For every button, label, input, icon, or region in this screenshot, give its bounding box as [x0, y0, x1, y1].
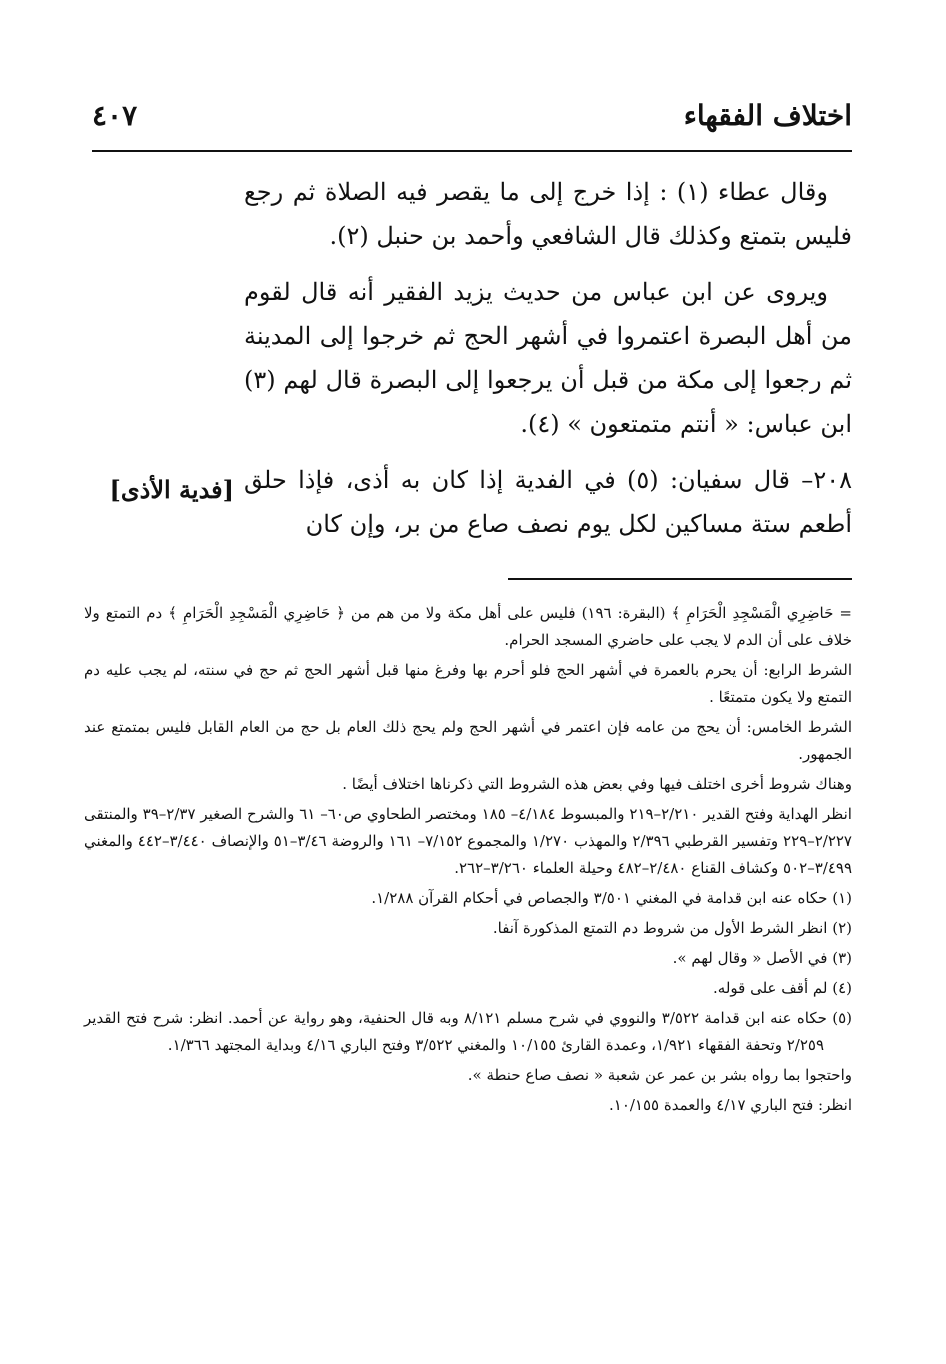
header-rule — [92, 150, 852, 152]
main-text — [244, 170, 852, 558]
running-title: اختلاف الفقهاء — [683, 99, 852, 132]
page-number: ٤٠٧ — [92, 99, 138, 132]
paragraph-ata: وقال عطاء (١) : إذا خرج إلى ما يقصر فيه الصلاة ثم رجع فليس بتمتع وكذلك قال الشافعي وأحمد بن حنبل (٢). — [244, 178, 852, 250]
paragraph-ibn-abbas: ويروى عن ابن عباس من حديث يزيد الفقير أنه قال لقوم من أهل البصرة اعتمروا في أشهر الحج ثم خرجوا إلى المدينة ثم رجعوا إلى مكة من قبل أن يرجعوا إلى البصرة قال لهم (٣) ابن عباس: « أنتم متمتعون » (٤). — [244, 278, 852, 438]
footnote-2: (٢) انظر الشرط الأول من شروط دم التمتع المذكورة آنفا. — [492, 919, 852, 937]
footnote-4: (٤) لم أقف على قوله. — [713, 979, 852, 997]
footnote-separator — [508, 578, 852, 580]
footnote-5-addendum: انظر: فتح الباري ٤/١٧ والعمدة ١٠/١٥٥. — [608, 1096, 852, 1114]
footnotes — [84, 600, 852, 1122]
footnote-3: (٣) في الأصل « وقال لهم ». — [672, 949, 852, 967]
footnote-continuation: الشرط الخامس: أن يحج من عامه فإن اعتمر في أشهر الحج ولم يحج ذلك العام بل حج من العام القابل فليس بمتمتع عند الجمهور. — [84, 718, 852, 763]
paragraph-208: ٢٠٨– قال سفيان: (٥) في الفدية إذا كان به أذى، فإذا حلق أطعم ستة مساكين لكل يوم نصف صاع من بر، وإن كان — [244, 466, 852, 538]
footnote-references: انظر الهداية وفتح القدير ٢/٢١٠–٢١٩ والمبسوط ٤/١٨٤– ١٨٥ ومختصر الطحاوي ص٦٠– ٦١ والشرح الصغير ٢/٣٧–٣٩ والمنتقى ٢/٢٢٧–٢٢٩ وتفسير القرطبي ٢/٣٩٦ والمهذب ١/٢٧٠ والمجموع ٧/١٥٢– ١٦١ والروضة ٣/٤٦–٥١ والإنصاف ٣/٤٤٠–٤٤٢ والمغني ٣/٤٩٩–٥٠٢ وكشاف القناع ٢/٤٨٠–٤٨٢ وحيلة العلماء ٣/٢٦٠–٢٦٢. — [84, 805, 852, 877]
footnote-continuation: = حَاضِرِي الْمَسْجِدِ الْحَرَامِ ﴾ (البقرة: ١٩٦) فليس على أهل مكة ولا من هم من ﴿ حَاضِرِي الْمَسْجِدِ الْحَرَامِ ﴾ دم التمتع ولا خلاف على أن الدم لا يجب على حاضري المسجد الحرام. — [84, 604, 852, 649]
footnote-continuation: الشرط الرابع: أن يحرم بالعمرة في أشهر الحج فلو أحرم بها وفرغ منها قبل أشهر الحج ثم حج في سنته، لم يجب عليه دم التمتع ولا يكون متمتعًا . — [84, 661, 852, 706]
footnote-5-addendum: واحتجوا بما رواه بشر بن عمر عن شعبة « نصف صاع حنطة ». — [467, 1066, 852, 1084]
footnote-continuation: وهناك شروط أخرى اختلف فيها وفي بعض هذه الشروط التي ذكرناها اختلاف أيضًا . — [342, 775, 852, 793]
footnote-5: (٥) حكاه عنه ابن قدامة ٣/٥٢٢ والنووي في شرح مسلم ٨/١٢١ وبه قال الحنفية، وهو رواية عن أحمد. انظر: شرح فتح القدير ٢/٢٥٩ وتحفة الفقهاء ١/٩٢١، وعمدة القارئ ١٠/١٥٥ والمغني ٣/٥٢٢ وفتح الباري ٤/١٦ وبداية المجتهد ١/٣٦٦. — [84, 1009, 852, 1054]
footnote-1: (١) حكاه عنه ابن قدامة في المغني ٣/٥٠١ والجصاص في أحكام القرآن ١/٢٨٨. — [371, 889, 852, 907]
side-heading: [فدية الأذى] — [109, 475, 234, 504]
page-header — [92, 96, 852, 146]
